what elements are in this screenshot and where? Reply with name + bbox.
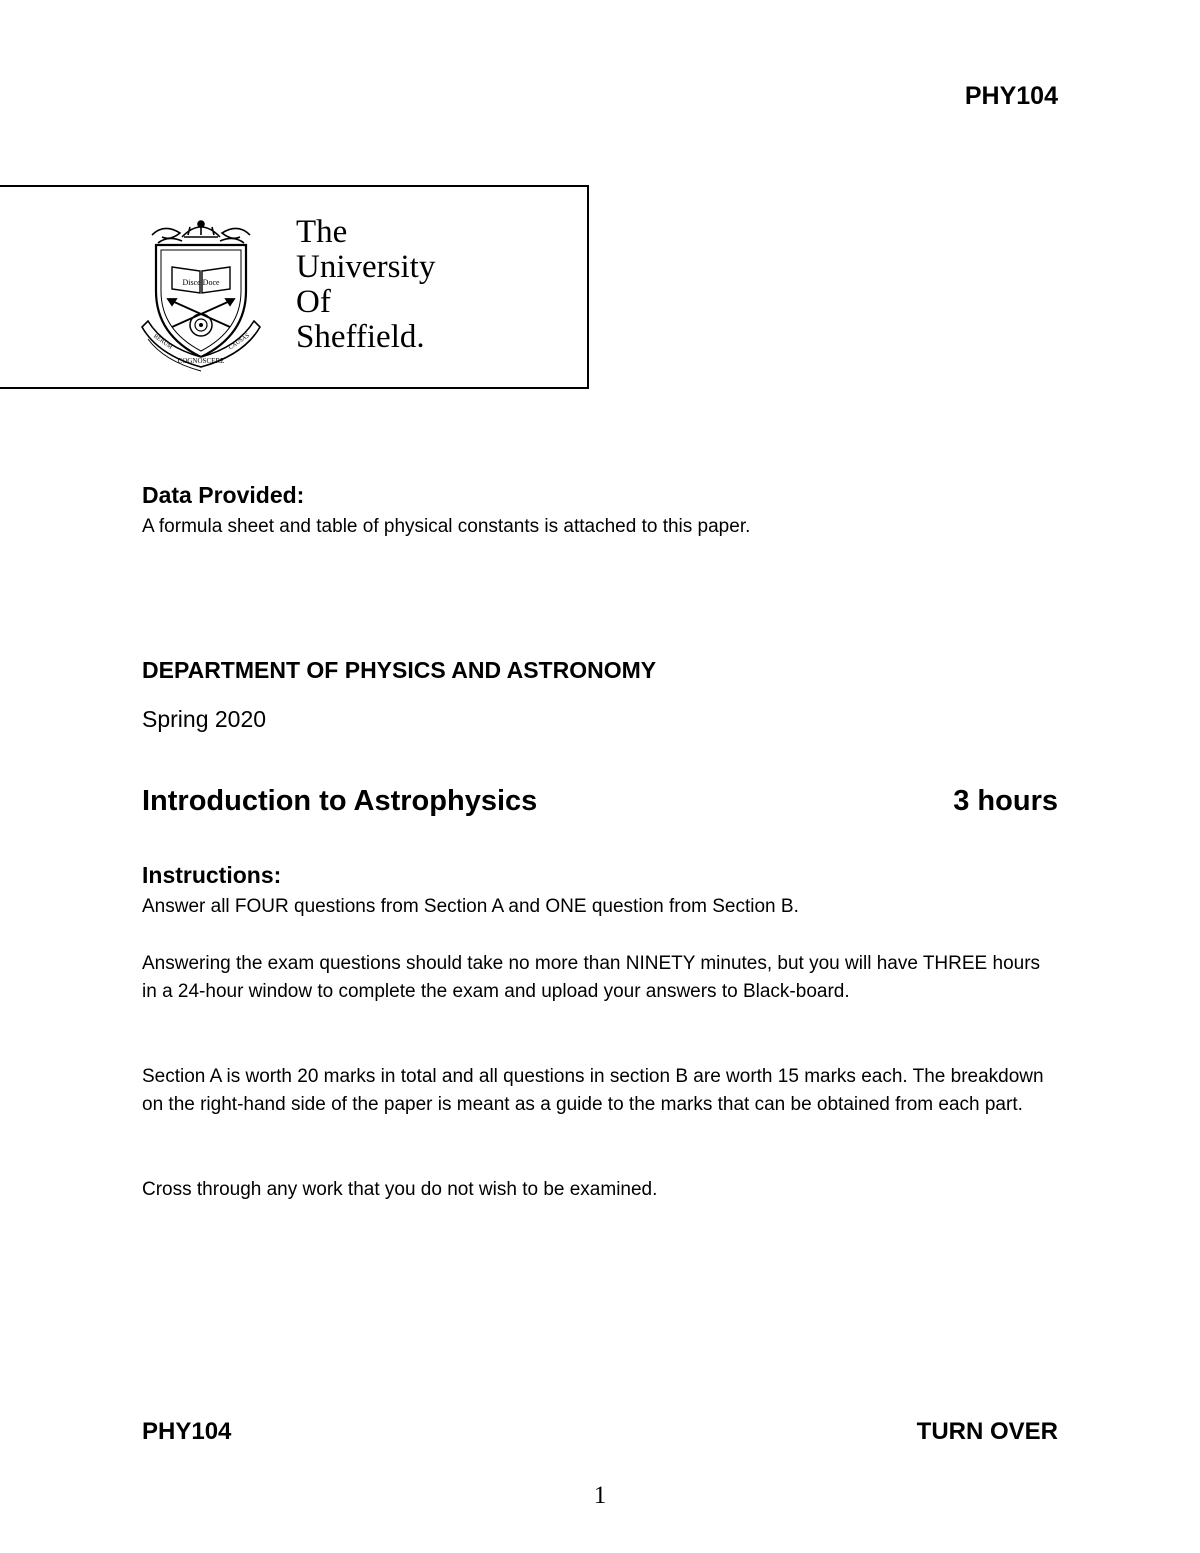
instruction-paragraph: Section A is worth 20 marks in total and all questions in section B are worth 15 marks each. The breakdown on the right-hand side of the paper is meant as a guide to the marks that can be obtained from each part. bbox=[142, 1066, 1044, 1115]
university-logo-box bbox=[0, 185, 589, 389]
instruction-paragraph: Answer all FOUR questions from Section A and ONE question from Section B. bbox=[142, 896, 799, 917]
instructions-heading: Instructions: bbox=[142, 862, 282, 888]
wordmark-line-2: University bbox=[296, 249, 436, 285]
exam-term: Spring 2020 bbox=[142, 706, 267, 732]
wordmark-line-1: The bbox=[296, 214, 348, 250]
instruction-paragraph: Answering the exam questions should take no more than NINETY minutes, but you will have THREE hours in a 24-hour window to complete the exam and upload your answers to Black-board. bbox=[142, 953, 1041, 1002]
exam-duration: 3 hours bbox=[953, 785, 1058, 817]
svg-text:CAUSAS: CAUSAS bbox=[228, 332, 251, 352]
wordmark-line-4: Sheffield. bbox=[296, 319, 425, 355]
svg-text:COGNOSCERE: COGNOSCERE bbox=[177, 357, 225, 365]
department-name: DEPARTMENT OF PHYSICS AND ASTRONOMY bbox=[142, 657, 657, 683]
university-wordmark bbox=[296, 215, 435, 355]
header-course-code: PHY104 bbox=[964, 82, 1058, 110]
footer-course-code: PHY104 bbox=[142, 1418, 232, 1445]
data-provided-heading: Data Provided: bbox=[142, 482, 305, 508]
instruction-paragraph: Cross through any work that you do not wish to be examined. bbox=[142, 1179, 658, 1200]
data-provided-text: A formula sheet and table of physical constants is attached to this paper. bbox=[142, 516, 751, 537]
svg-text:Disce Doce: Disce Doce bbox=[182, 278, 220, 287]
university-crest-icon bbox=[138, 215, 264, 373]
page-number: 1 bbox=[593, 1482, 607, 1509]
svg-text:RERUM: RERUM bbox=[152, 333, 174, 351]
turn-over-label: TURN OVER bbox=[916, 1418, 1058, 1445]
wordmark-line-3: Of bbox=[296, 284, 331, 320]
exam-title: Introduction to Astrophysics bbox=[142, 785, 538, 817]
